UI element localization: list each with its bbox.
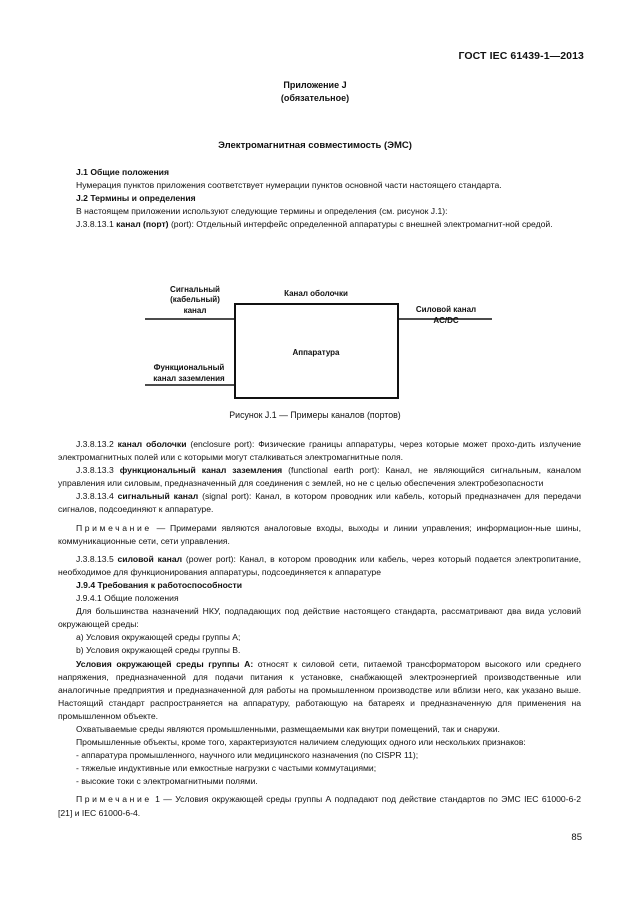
note-1: Примечание 1 — Условия окружающей среды группы А подпадают под действие стандартов по ЭМС IEC 61000-6-2 [21] и IEC 61000-6-4. <box>58 794 581 818</box>
ports-diagram <box>140 282 500 407</box>
term-functional-earth: J.3.8.13.3 функциональный канал заземления (functional earth port): Канал, не являющийся сигнальным, каналом управления или силовым, предназначенный для соединения с землей, но не с целью обеспечения электробезопасности <box>58 465 582 489</box>
bullet-1: - аппаратура промышленного, научного или медицинского назначения (по CISPR 11); <box>76 750 419 761</box>
term-power-port: J.3.8.13.5 силовой канал (power port): Канал, в котором проводник или кабель, через который подается электропитание, необходимое для функционирования аппаратуры, подсоединяется к аппаратуре <box>58 553 581 577</box>
section-terms <box>58 438 581 820</box>
term-enclosure-port: J.3.8.13.2 канал оболочки (enclosure port): Физические границы аппаратуры, через которые может прохо-дить излучение электромагнитных полей или с которыми могут сталкиваться электромагнитные поля. <box>58 439 582 463</box>
signal-port-label-1: Сигнальный <box>170 285 220 294</box>
subheading-j941: J.9.4.1 Общие положения <box>76 593 179 604</box>
paragraph-industrial: Промышленные объекты, кроме того, характеризуются наличием следующих одного или нескольких признаков: <box>76 737 526 748</box>
earth-port-label-2: канал заземления <box>153 374 225 383</box>
annex-title: Электромагнитная совместимость (ЭМС) <box>218 140 412 151</box>
term-signal-port: J.3.8.13.4 сигнальный канал (signal port): Канал, в котором проводник или кабель, который предназначен для передачи сигналов, подсоединяют к аппаратуре. <box>58 491 582 515</box>
apparatus-label: Аппаратура <box>292 348 340 357</box>
paragraph-intro: Для большинства назначений НКУ, подпадающих под действие настоящего стандарта, рассматривают два вида условий окружающей среды: <box>58 606 581 630</box>
paragraph-covered: Охватываемые среды являются промышленными, размещаемыми как внутри помещений, так и снаружи. <box>76 723 500 734</box>
annex-status: (обязательное) <box>280 93 350 103</box>
figure-caption: Рисунок J.1 — Примеры каналов (портов) <box>229 410 401 420</box>
paragraph-j1: Нумерация пунктов приложения соответствует нумерации пунктов основной части настоящего стандарта. <box>76 180 502 191</box>
note-signal-port: Примечание — Примерами являются аналоговые входы, выходы и линии управления; информацион-ные шины, коммуникационные сети, сети управления. <box>58 522 582 546</box>
heading-j94: J.9.4 Требования к работоспособности <box>76 579 243 590</box>
standard-header: ГОСТ IEC 61439-1—2013 <box>458 50 584 62</box>
list-item-b: b) Условия окружающей среды группы В. <box>76 645 241 656</box>
heading-j2: J.2 Термины и определения <box>76 193 196 204</box>
page-number: 85 <box>571 832 582 843</box>
list-item-a: а) Условия окружающей среды группы А; <box>76 632 241 643</box>
heading-j1: J.1 Общие положения <box>76 167 169 177</box>
bullet-2: - тяжелые индуктивные или емкостные нагрузки с частыми коммутациями; <box>76 763 377 774</box>
paragraph-group-a: Условия окружающей среды группы А: относят к силовой сети, питаемой трансформатором высокого или среднего напряжения, предназначенной для подачи питания к установке, снабжающей электроэнергией производственные или аналогичные предприятия и предназначенной для работы на промышленном производстве или вблизи него, как указано выше. Настоящий стандарт распространяется на аппаратуру, работающую на батареях и предназначенную для применения на промышленном объекте. <box>58 658 582 721</box>
signal-port-label-3: канал <box>183 306 207 315</box>
term-port: J.3.8.13.1 канал (порт) (port): Отдельный интерфейс определенной аппаратуры с внешней электромагнит-ной средой. <box>76 219 553 230</box>
signal-port-label-2: (кабельный) <box>170 295 220 304</box>
earth-port-label-1: Функциональный <box>153 363 225 372</box>
power-port-label-1: Силовой канал <box>415 305 477 314</box>
bullet-3: - высокие токи с электромагнитными полями. <box>76 776 258 787</box>
section-intro <box>58 166 581 231</box>
power-port-label-2: AC/DC <box>433 316 459 325</box>
paragraph-j2: В настоящем приложении используют следующие термины и определения (см. рисунок J.1): <box>76 206 448 217</box>
enclosure-port-label: Канал оболочки <box>284 289 348 298</box>
annex-label: Приложение J <box>283 80 347 90</box>
